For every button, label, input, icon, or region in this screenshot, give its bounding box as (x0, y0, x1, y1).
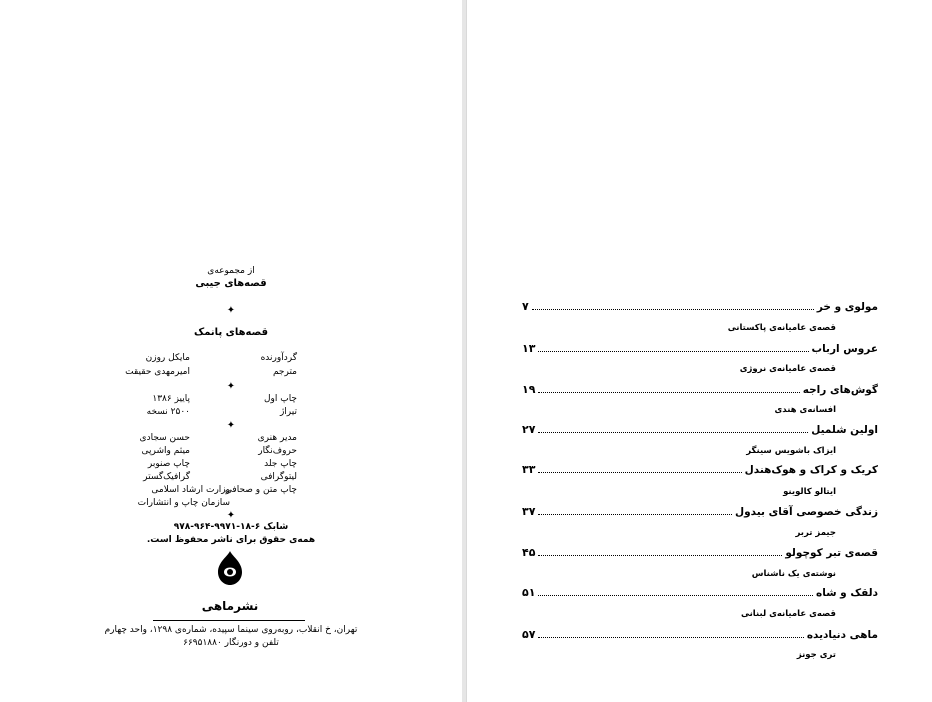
leader-dots (538, 343, 808, 352)
toc-entry-subtitle: قصه‌ی عامیانه‌ی پاکستانی (727, 323, 836, 333)
toc-entry-page: ۴۵ (522, 546, 536, 559)
toc-entry-page: ۲۷ (522, 423, 536, 436)
credit-role: چاپ جلد (264, 459, 297, 469)
credit-name: گرافیک‌گستر (143, 472, 190, 482)
separator-star-icon: ✦ (226, 420, 236, 431)
separator-star-icon: ✦ (226, 510, 236, 521)
toc-entry-subtitle: جیمز تربر (795, 528, 836, 538)
toc-entry-subtitle: تری جونز (796, 650, 836, 660)
leader-dots (538, 384, 799, 393)
divider-line (153, 620, 305, 621)
book-title: قصه‌های پانمک (193, 327, 268, 338)
toc-entry-title: دلقک و شاه (816, 587, 878, 599)
credit-role: چاپ متن و صحافی (224, 485, 297, 495)
toc-entry[interactable] (522, 423, 878, 436)
toc-entry-page: ۵۱ (522, 586, 536, 599)
credit-name: چاپ صنوبر (147, 459, 190, 469)
toc-entry[interactable] (522, 300, 878, 313)
leader-dots (538, 506, 732, 515)
toc-entry-title: اولین شلمیل (811, 424, 878, 436)
toc-entry-title: قصه‌ی تبر کوچولو (785, 547, 878, 559)
credit-name: حسن سجادی (139, 433, 190, 443)
credit-name: پاییز ۱۳۸۶ (152, 394, 190, 404)
publisher-fish-logo-icon (212, 550, 248, 586)
publisher-org: سازمان چاپ و انتشارات (137, 498, 230, 508)
collection-title: قصه‌های جیبی (195, 278, 267, 289)
toc-entry-title: مولوی و خر (816, 301, 878, 313)
leader-dots (538, 547, 782, 556)
toc-entry[interactable] (522, 505, 878, 518)
leader-dots (538, 587, 813, 596)
toc-entry[interactable] (522, 463, 878, 476)
credit-role: چاپ اول (263, 394, 297, 404)
toc-entry[interactable] (522, 586, 878, 599)
toc-entry-title: ماهی دنیادیده (806, 629, 878, 641)
toc-entry[interactable] (522, 628, 878, 641)
leader-dots (538, 424, 808, 433)
toc-entry-page: ۳۷ (522, 505, 536, 518)
toc-entry-subtitle: ایزاک باشویس سینگر (746, 446, 836, 456)
separator-star-icon: ✦ (226, 305, 236, 316)
collection-label: از مجموعه‌ی (207, 266, 255, 276)
toc-entry-subtitle: قصه‌ی عامیانه‌ی نروژی (739, 364, 836, 374)
toc-entry-subtitle: ایتالو کالوینو (783, 487, 836, 497)
credit-role: حروف‌نگار (258, 446, 297, 456)
credit-role: گردآورنده (260, 353, 297, 363)
credit-name: مایکل روزن (145, 353, 190, 363)
leader-dots (538, 629, 803, 638)
credit-name: ۲۵۰۰ نسخه (146, 407, 190, 417)
publisher-logo-text: نشرماهی (201, 599, 259, 613)
credit-name: امیرمهدی حقیقت (125, 367, 190, 377)
toc-entry[interactable] (522, 383, 878, 396)
toc-entry[interactable] (522, 342, 878, 355)
leader-dots (532, 301, 814, 310)
credit-role: لیتوگرافی (260, 472, 297, 482)
toc-entry-subtitle: قصه‌ی عامیانه‌ی لبنانی (741, 609, 836, 619)
isbn: شابک ۶-۱۸-۹۹۷۱-۹۶۴-۹۷۸ (173, 522, 289, 532)
rights-notice: همه‌ی حقوق برای ناشر محفوظ است. (146, 535, 316, 545)
toc-entry-title: عروس ارباب (811, 343, 878, 355)
toc-entry-page: ۷ (522, 300, 529, 313)
toc-entry-page: ۱۳ (522, 342, 536, 355)
credit-role: تیراژ (279, 407, 297, 417)
toc-entry[interactable] (522, 546, 878, 559)
toc-entry-title: زندگی خصوصی آقای بیدول (735, 506, 878, 518)
toc-entry-page: ۱۹ (522, 383, 536, 396)
left-page (0, 0, 463, 702)
toc-entry-subtitle: افسانه‌ی هندی (774, 405, 836, 415)
credit-name: میثم واشرپی (141, 446, 190, 456)
credit-role: مدیر هنری (257, 433, 297, 443)
toc-entry-subtitle: نوشته‌ی یک ناشناس (751, 569, 836, 579)
credit-name: وزارت ارشاد اسلامی (151, 485, 230, 495)
toc-entry-title: کریک و کراک و هوک‌هندل (744, 464, 878, 476)
toc-entry-title: گوش‌های راجه (802, 384, 878, 396)
toc-entry-page: ۵۷ (522, 628, 536, 641)
separator-star-icon: ✦ (226, 381, 236, 392)
publisher-phone: تلفن و دورنگار ۶۶۹۵۱۸۸۰ (183, 638, 279, 648)
publisher-address: تهران، خ انقلاب، روبه‌روی سینما سپیده، شماره‌ی ۱۲۹۸، واحد چهارم (104, 625, 358, 635)
leader-dots (538, 464, 741, 473)
credit-role: مترجم (272, 367, 297, 377)
toc-entry-page: ۳۳ (522, 463, 536, 476)
